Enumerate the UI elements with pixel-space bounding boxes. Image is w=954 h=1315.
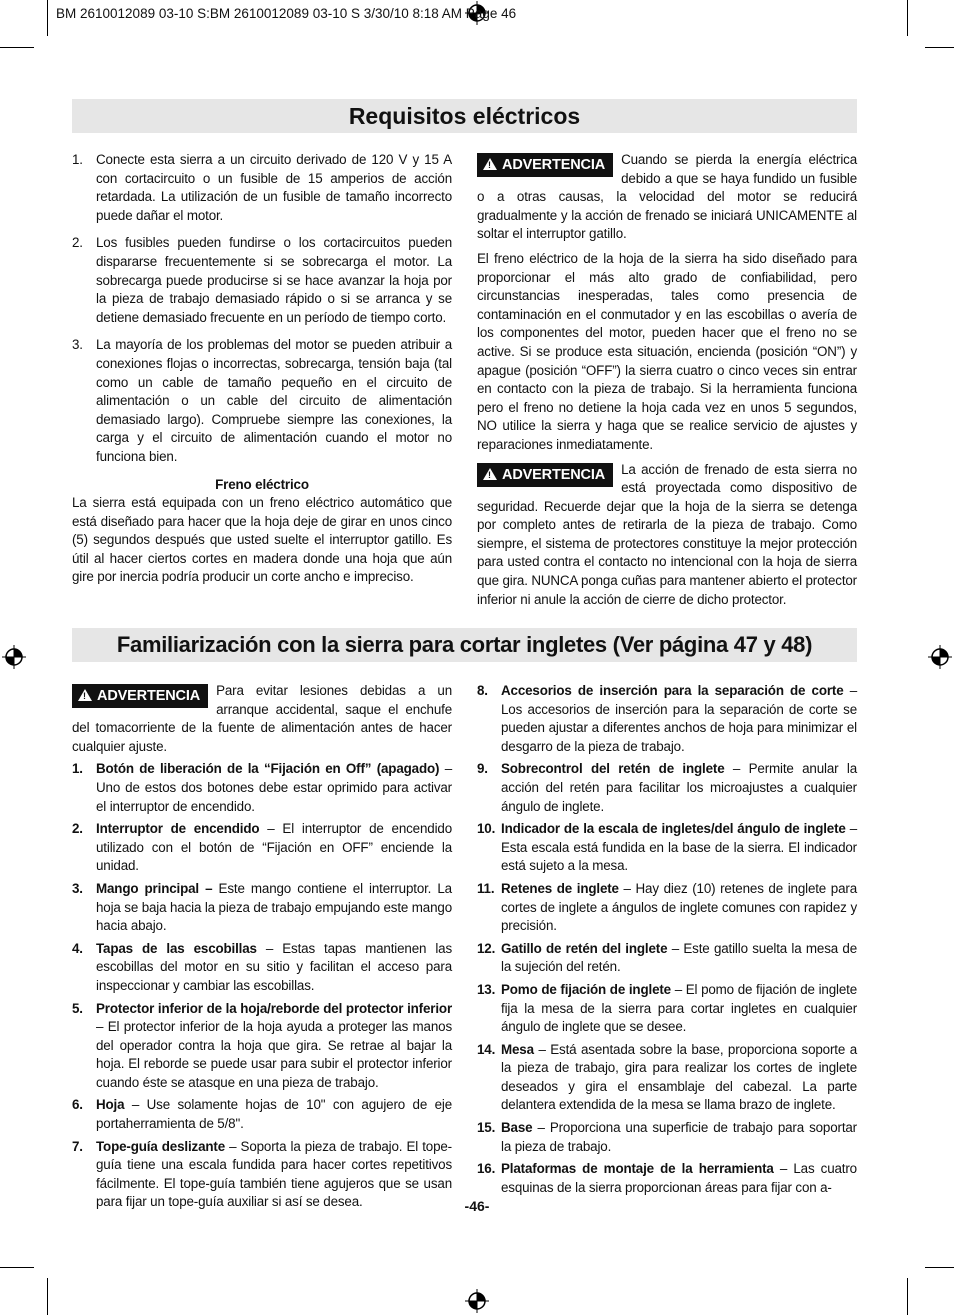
warning-block: ! ADVERTENCIA La acción de frenado de esta sierra no está proyectada como dispositivo de seguridad. Recuerde dejar que la hoja de la sierra se detenga por completo antes de retirarla de la pieza de trabajo. Como siempre, el sistema de protectores constituye la mejor protección para usted contra el contacto no intencional con la hoja de sierra que gira. NUNCA ponga cuñas para mantener abierto el protector inferior ni anule la acción de cierre de dicho protector. — [477, 461, 857, 607]
paragraph: El freno eléctrico de la hoja de la sierra ha sido diseñado para proporcionar el más alto grado de confiabilidad, pero circunstancias inesperadas, tales como presencia de contaminación en el conmutador y en las escobillas o avería de los componentes del motor, pueden hacer que el freno no se active. Si se produce esta situación, encienda (posición “ON”) y apague (posición “OFF”) la sierra cuatro o cinco veces sin entrar en contacto con la pieza de trabajo. Si la herramienta funciona pero el freno no detiene la hoja cada vez en unos 5 segundos, NO utilice la sierra y haga que se realice servicio de ajustes y reparaciones inmediatamente. — [477, 250, 857, 452]
list-item: 14. Mesa – Está asentada sobre la base, proporciona soporte a la pieza de trabajo, gira para realizar los cortes de inglete deseados y gira el ensamblaje del cabezal. La parte delantera extendida de la mesa se llama brazo de inglete. — [477, 1041, 857, 1113]
list-item: 7. Tope-guía deslizante – Soporta la pieza de trabajo. El tope-guía tiene una escala fundida para hacer cortes repetitivos fácilmente. El tope-guía también tiene agujeros que se usan para fijar un tope-guía auxiliar si así se desea. — [72, 1138, 452, 1210]
subheading: Freno eléctrico — [215, 476, 309, 492]
registration-mark-icon — [928, 645, 952, 669]
crop-mark — [907, 0, 908, 36]
list-item: 6. Hoja – Use solamente hojas de 10" con agujero de eje portaherramienta de 5/8". — [72, 1097, 452, 1132]
left-column — [72, 682, 452, 1216]
crop-mark — [0, 1267, 34, 1268]
warning-icon: ! — [78, 689, 92, 701]
right-column — [477, 682, 857, 1201]
paragraph: La sierra está equipada con un freno eléctrico automático que está diseñado para hacer que la hoja deje de girar en unos cinco (5) segundos después que usted suelte el interruptor gatillo. Es útil al hacer ciertos cortes en madera donde una hoja que aún gire por inercia podría producir un corte ancho e impreciso. — [72, 495, 452, 585]
warning-badge: ! ADVERTENCIA — [477, 463, 613, 487]
list-item: 3. La mayoría de los problemas del motor se pueden atribuir a conexiones flojas o incorrectas, sobrecarga, tensión baja (tal como un cable de tamaño pequeño en el circuito de alimentación o un cable del circuito de alimentación demasiado largo). Compruebe siempre las conexiones, la carga y el circuito de alimentación cuando el motor no funciona bien. — [72, 337, 452, 464]
warning-badge: ! ADVERTENCIA — [72, 684, 208, 708]
list-item: 1. Conecte esta sierra a un circuito derivado de 120 V y 15 A con cortacircuito o un fusible de 15 amperios de acción retardada. La utilización de un fusible de tamaño incorrecto puede dañar el motor. — [72, 152, 452, 223]
right-column — [477, 151, 857, 609]
list-item: 2. Los fusibles pueden fundirse o los cortacircuitos pueden dispararse frecuentemente si se sobrecarga el motor. La sobrecarga puede producirse si se hace avanzar la hoja por la pieza de trabajo demasiado rápido o si se arranca y se detiene demasiado frecuente en un período de tiempo corto. — [72, 235, 452, 325]
list-item: 2. Interruptor de encendido – El interruptor de encendido utilizado con el botón de “Fijación en OFF” enciende la unidad. — [72, 821, 452, 874]
warning-icon: ! — [483, 158, 497, 170]
warning-badge: ! ADVERTENCIA — [477, 153, 613, 177]
list-item: 11. Retenes de inglete – Hay diez (10) retenes de inglete para cortes de inglete a ángulos de inglete comunes con rapidez y precisión. — [477, 880, 857, 934]
warning-icon: ! — [483, 468, 497, 480]
warning-block: ! ADVERTENCIA Para evitar lesiones debidas a un arranque accidental, saque el enchufe del tomacorriente de la fuente de alimentación antes de hacer cualquier ajuste. — [72, 683, 452, 754]
list-item: 13. Pomo de fijación de inglete – El pomo de fijación de inglete fija la mesa de la sierra para cortar ingletes en cualquier ángulo de inglete que se desee. — [477, 981, 857, 1035]
crop-mark — [907, 1278, 908, 1315]
crop-mark — [47, 1278, 48, 1315]
list-item: 5. Protector inferior de la hoja/reborde del protector inferior – El protector inferior de la hoja ayuda a proteger las manos del operador contra la hoja que gira. Se retrae al bajar la hoja. El reborde se puede usar para subir el protector inferior cuando éste se atasque en una pieza de trabajo. — [72, 1000, 452, 1090]
list-item: 4. Tapas de las escobillas – Estas tapas mantienen las escobillas del motor en su sitio y facilitan el acceso para inspeccionar y cambiar las escobillas. — [72, 940, 452, 993]
list-item: 1. Botón de liberación de la “Fijación en Off” (apagado) – Uno de estos dos botones debe estar oprimido para activar el interruptor de encendido. — [72, 761, 452, 814]
list-item: 15. Base – Proporciona una superficie de trabajo para soportar la pieza de trabajo. — [477, 1120, 857, 1154]
warning-block: ! ADVERTENCIA Cuando se pierda la energía eléctrica debido a que se haya fundido un fusible o a otras causas, la velocidad del motor se reducirá gradualmente y la acción de frenado se iniciará UNICAMENTE al soltar el interruptor gatillo. — [477, 152, 857, 242]
section-title: Requisitos eléctricos — [72, 99, 857, 133]
crop-mark — [47, 0, 48, 36]
registration-mark-icon — [2, 645, 26, 669]
crop-mark — [0, 47, 34, 48]
section-title: Familiarización con la sierra para cortar ingletes (Ver página 47 y 48) — [72, 628, 857, 662]
page-number: -46- — [464, 1198, 490, 1214]
list-item: 9. Sobrecontrol del retén de inglete – Permite anular la acción del retén para facilitar los microajustes a cualquier ángulo de inglete. — [477, 761, 857, 814]
crop-mark — [925, 1267, 954, 1268]
list-item: 12. Gatillo de retén del inglete – Este gatillo suelta la mesa de la sujeción del retén. — [477, 940, 857, 975]
list-item: 16. Plataformas de montaje de la herramienta – Las cuatro esquinas de la sierra proporcionan áreas para fijar con a- — [477, 1161, 857, 1195]
registration-mark-icon — [465, 1289, 489, 1313]
list-item: 3. Mango principal – Este mango contiene el interruptor. La hoja se baja hacia la pieza de trabajo empujando este mango hacia abajo. — [72, 880, 452, 934]
list-item: 8. Accesorios de inserción para la separación de corte – Los accesorios de inserción para la separación de corte se pueden ajustar a diferentes anchos de hoja para minimizar el desgarro de la pieza de trabajo. — [477, 683, 858, 754]
left-column — [72, 151, 452, 587]
crop-mark — [925, 47, 954, 48]
list-item: 10. Indicador de la escala de ingletes/del ángulo de inglete – Esta escala está fundida en la base de la sierra. El indicador está sujeto a la mesa. — [477, 821, 857, 874]
print-slug: BM 2610012089 03-10 S:BM 2610012089 03-10 S 3/30/10 8:18 AM Page 46 — [56, 6, 517, 21]
